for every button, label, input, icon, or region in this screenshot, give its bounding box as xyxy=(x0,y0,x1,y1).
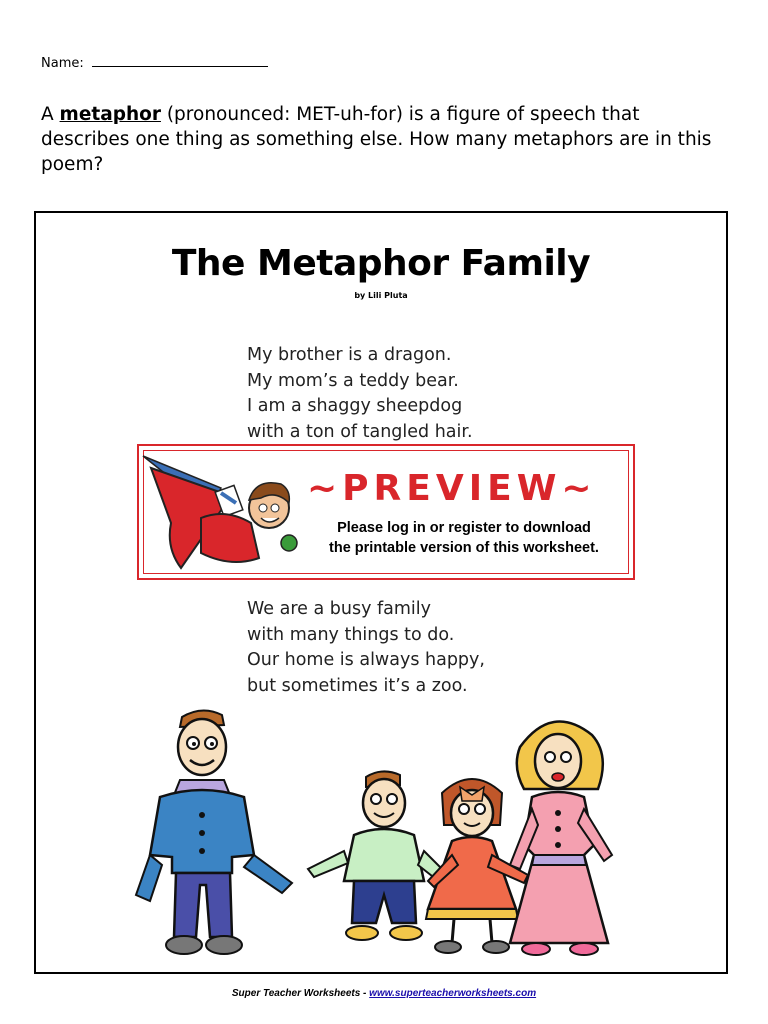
preview-message-line: Please log in or register to download xyxy=(337,520,591,536)
intro-lead: A xyxy=(41,104,60,125)
footer-brand: Super Teacher Worksheets xyxy=(231,988,361,999)
name-field-row xyxy=(41,54,268,71)
intro-term: metaphor xyxy=(59,104,161,125)
footer xyxy=(0,988,768,999)
dad-figure xyxy=(136,710,292,954)
poem-line: We are a busy family xyxy=(247,599,432,619)
poem-byline: by Lili Pluta xyxy=(354,291,408,300)
superhero-mascot-icon xyxy=(141,448,301,578)
poem-line: but sometimes it’s a zoo. xyxy=(247,675,468,696)
poem-line: My brother is a dragon. xyxy=(247,345,452,365)
poem-line: My mom’s a teddy bear. xyxy=(247,370,459,391)
poem-box xyxy=(34,211,728,974)
mom-figure xyxy=(510,722,612,955)
preview-message-line: the printable version of this worksheet. xyxy=(329,540,599,556)
poem-title: The Metaphor Family xyxy=(171,243,591,284)
poem-line: with many things to do. xyxy=(247,624,455,645)
name-label: Name: xyxy=(41,56,84,71)
footer-separator: - xyxy=(360,988,370,999)
family-illustration xyxy=(132,705,622,963)
stanza-two xyxy=(247,597,485,699)
footer-url-link[interactable]: www.superteacherworksheets.com xyxy=(369,988,537,999)
intro-paragraph xyxy=(41,102,731,177)
stanza-one xyxy=(247,343,473,445)
name-blank-line[interactable] xyxy=(92,54,268,67)
preview-banner[interactable] xyxy=(137,444,635,580)
intro-rest: (pronounced: MET-uh-for) is a figure of speech that describes one thing as something else. How many metaphors are in this poem? xyxy=(41,104,712,175)
preview-heading: ~PREVIEW~ xyxy=(307,468,597,509)
poem-line: I am a shaggy sheepdog xyxy=(247,396,463,416)
preview-message[interactable] xyxy=(314,518,614,558)
poem-line: with a ton of tangled hair. xyxy=(247,421,473,442)
poem-line: Our home is always happy, xyxy=(247,650,485,670)
